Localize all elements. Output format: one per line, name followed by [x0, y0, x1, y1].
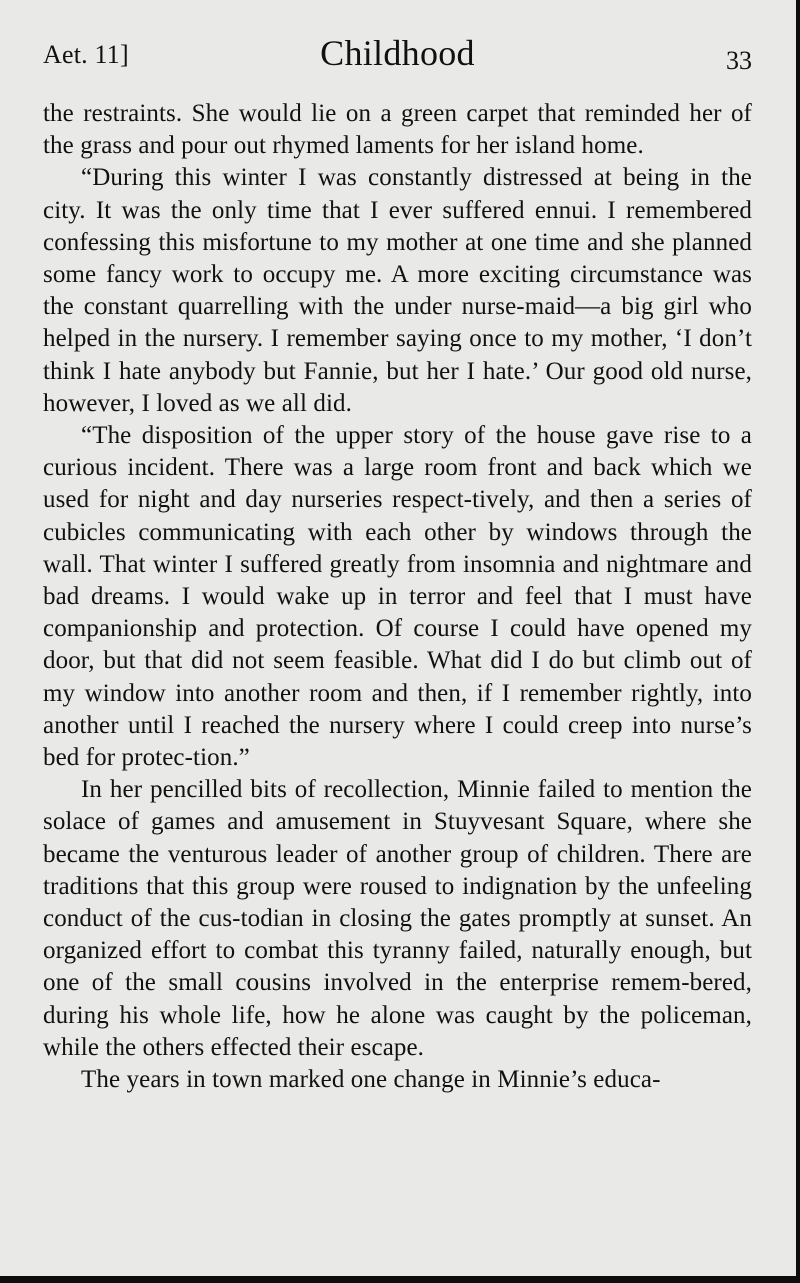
- paragraph-2: “During this winter I was constantly distressed at being in the city. It was the only time that I ever suffered ennui. I remembered confessing this misfortune to my mother at one time and she planned some fancy work to occupy me. A more exciting circumstance was the constant quarrelling with the under nurse-maid—a big girl who helped in the nursery. I remember saying once to my mother, ‘I don’t think I hate anybody but Fannie, but her I hate.’ Our good old nurse, however, I loved as we all did.: [43, 164, 752, 417]
- page-number: 33: [726, 46, 752, 75]
- paragraph-5: The years in town marked one change in Minnie’s educa-: [81, 1066, 661, 1094]
- chapter-title: Childhood: [320, 33, 475, 73]
- running-head: [43, 30, 752, 98]
- paragraph-3: “The disposition of the upper story of the house gave rise to a curious incident. There was a large room front and back which we used for night and day nurseries respect-tively, and then a series of cubicles communicating with each other by windows through the wall. That winter I suffered greatly from insomnia and nightmare and bad dreams. I would wake up in terror and feel that I must have companionship and protection. Of course I could have opened my door, but that did not seem feasible. What did I do but climb out of my window into another room and then, if I remember rightly, into another until I reached the nursery where I could creep into nurse’s bed for protec-tion.”: [43, 422, 752, 772]
- paragraph-4: In her pencilled bits of recollection, Minnie failed to mention the solace of games and amusement in Stuyvesant Square, where she became the venturous leader of another group of children. There are traditions that this group were roused to indignation by the unfeeling conduct of the cus-todian in closing the gates promptly at sunset. An organized effort to combat this tyranny failed, naturally enough, but one of the small cousins involved in the enterprise remem-bered, during his whole life, how he alone was caught by the policeman, while the others effected their escape.: [43, 776, 752, 1061]
- body-text: [43, 98, 752, 1096]
- chapter-marker: Aet. 11]: [43, 40, 129, 69]
- paragraph-1: the restraints. She would lie on a green carpet that reminded her of the grass and pour out rhymed laments for her island home.: [43, 100, 752, 160]
